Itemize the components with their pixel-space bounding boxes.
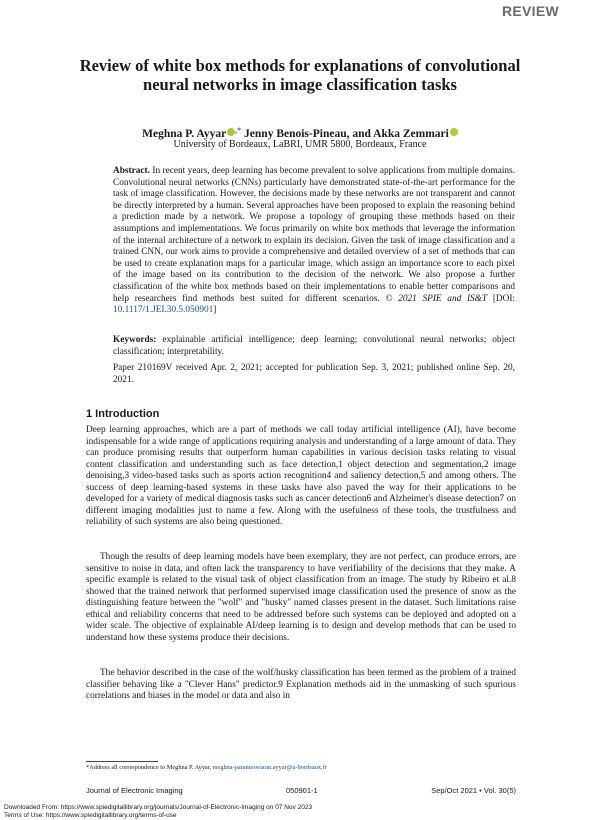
keywords-text: explainable artificial intelligence; deep learning; convolutional neural networks; object classification; interpretability. <box>113 335 515 357</box>
doi-prefix: [DOI: <box>492 293 516 304</box>
footer-issue: Sep/Oct 2021 • Vol. 30(5) <box>431 786 516 795</box>
footer-journal: Journal of Electronic Imaging <box>86 786 183 795</box>
paper-title: Review of white box methods for explanations of convolutional neural networks in image classification tasks <box>79 56 521 94</box>
orcid-icon[interactable] <box>450 128 458 136</box>
coauthors[interactable]: Jenny Benois-Pineau, and Akka Zemmari <box>241 128 449 140</box>
keywords-label: Keywords: <box>113 335 157 345</box>
author-list <box>40 126 560 140</box>
terms-line: Terms of Use: https://www.spiedigitallibrary.org/terms-of-use <box>4 812 177 819</box>
affiliation: University of Bordeaux, LaBRI, UMR 5800, Bordeaux, France <box>173 139 427 150</box>
keywords <box>113 335 515 358</box>
corresponding-mark: ,* <box>235 126 242 135</box>
copyright-notice: © 2021 SPIE and IS&T <box>385 293 488 304</box>
intro-paragraph-2: Though the results of deep learning models have been exemplary, they are not perfect, can produce errors, are sensitive to noise in data, and often lack the transparency to have verifiability of the decisions that they make. A specific example is related to the visual task of object classification from an image. The study by Ribeiro et al.8 showed that the trained network that performed supervised image classification used the presence of snow as the distinguishing feature between the "wolf" and "husky" named classes present in the dataset. Such limitations raise ethical and reliability concerns that need to be addressed before such systems can be deployed and adopted on a wider scale. The objective of explainable AI/deep learning is to design and develop methods that can be used to understand how these systems produce their decisions. <box>86 552 516 643</box>
abstract <box>113 166 515 317</box>
email-link[interactable]: meghna-parameswaran.ayyar@u-bordeaux.fr <box>212 764 327 771</box>
intro-paragraph-3: The behavior described in the case of the wolf/husky classification has been termed as the problem of a trained classifier behaving like a "Clever Hans" predictor.9 Explanation methods aid in the unmasking of such spurious correlations and biases in the model or data and also in <box>86 668 516 702</box>
doi-link[interactable]: 10.1117/1.JEI.30.5.050901 <box>113 305 214 316</box>
doi-suffix: ] <box>213 305 217 316</box>
download-notice <box>4 804 312 820</box>
intro-paragraph-1: Deep learning approaches, which are a part of methods we call today artificial intelligence (AI), have become indispensable for a wide range of applications requiring analysis and understanding of a large amount of data. They can produce promising results that outperform human capabilities in various decision tasks relating to visual content classification and understanding such as face detection,1 object detection and segmentation,2 image denoising,3 video-based tasks such as sports action recognition4 and saliency detection,5 and among others. The success of deep learning-based systems in these tasks have also paved the way for their applications to be developed for a variety of medical diagnosis tasks such as cancer detection6 and Alzheimer's disease detection7 on different imaging modalities just to name a few. Along with the usefulness of these tools, the trustfulness and reliability of such systems are also being questioned. <box>86 425 516 528</box>
author-ayyar[interactable]: Meghna P. Ayyar <box>142 128 227 140</box>
footnote-divider <box>86 761 158 762</box>
section-heading: 1 Introduction <box>86 408 160 420</box>
footnote <box>86 764 327 771</box>
footer-page: 050901-1 <box>286 786 318 795</box>
abstract-label: Abstract. <box>113 166 150 176</box>
download-line: Downloaded From: https://www.spiedigitallibrary.org/journals/Journal-of-Electronic-Imaging on 07 Nov 2023 <box>4 804 313 811</box>
abstract-text: In recent years, deep learning has become prevalent to solve applications from multiple domains. Convolutional neural networks (CNNs) particularly have demonstrated state-of-the-art performance for the task of image classification. However, the decisions made by these networks are not transparent and cannot be directly interpreted by a human. Several approaches have been proposed to explain the reasoning behind a prediction made by a network. We propose a topology of grouping these methods based on their assumptions and implementations. We focus primarily on white box methods that leverage the information of the internal architecture of a network to explain its decision. Given the task of image classification and a trained CNN, our work aims to provide a comprehensive and detailed overview of a set of methods that can be used to create explanation maps for a particular image, which assign an importance score to each pixel of the image based on its contribution to the decision of the network. We also propose a further classification of the white box methods based on their implementations to enable better comparisons and help researchers find methods best suited for different scenarios. <box>113 166 515 304</box>
footnote-text: *Address all correspondence to Meghna P. Ayyar, <box>86 764 213 771</box>
review-tag: REVIEW <box>501 3 559 19</box>
paper-info: Paper 210169V received Apr. 2, 2021; accepted for publication Sep. 3, 2021; published online Sep. 20, 2021. <box>113 363 515 385</box>
orcid-icon[interactable] <box>227 128 235 136</box>
